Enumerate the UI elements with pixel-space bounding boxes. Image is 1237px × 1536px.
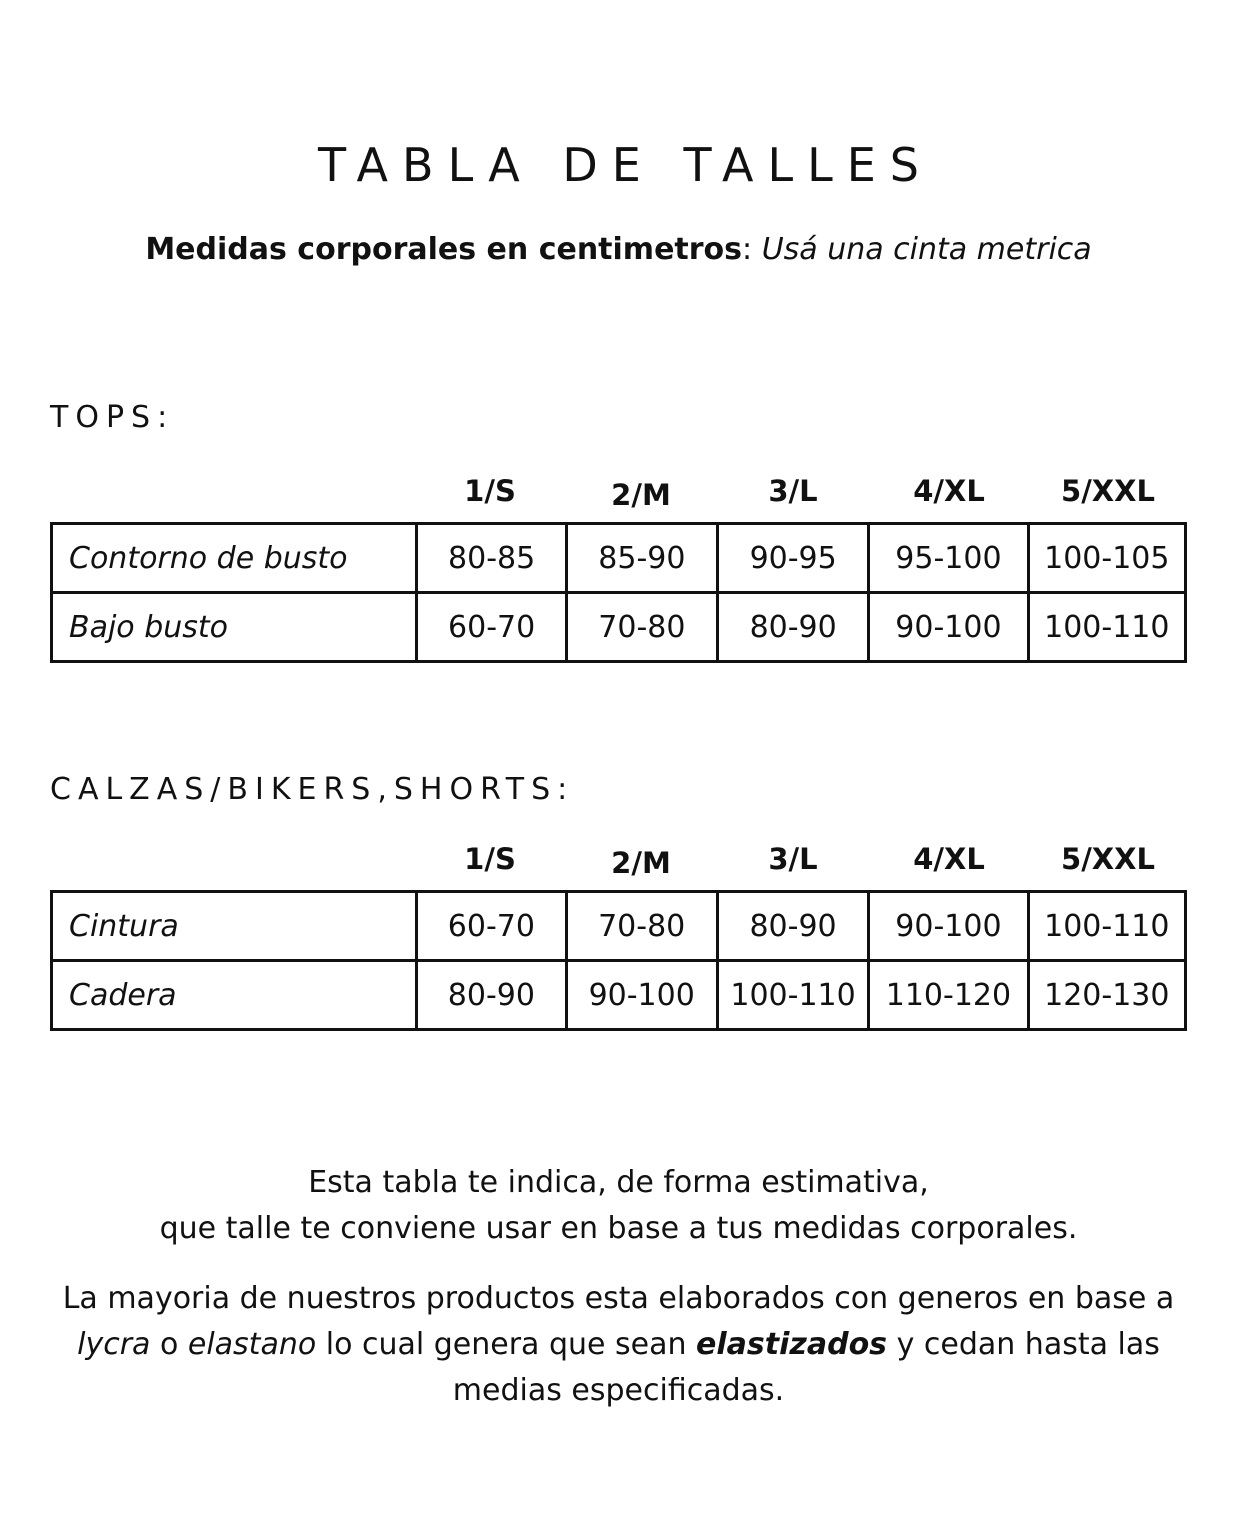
table-cell: 95-100 — [869, 524, 1028, 593]
tops-size-4: 4/XL — [913, 474, 985, 508]
calzas-section-label: CALZAS/BIKERS,SHORTS: — [50, 772, 575, 807]
row-label: Cadera — [52, 961, 417, 1030]
note-fabric-part4: y cedan hasta las medias especificadas. — [452, 1327, 1160, 1408]
table-cell: 80-90 — [718, 593, 869, 662]
note-fabric-part1: La mayoria de nuestros productos esta elaborados con generos en base a — [62, 1281, 1175, 1316]
table-cell: 100-110 — [717, 961, 868, 1030]
table-row — [52, 892, 1186, 961]
calzas-size-3: 3/L — [768, 842, 818, 876]
subtitle-bold: Medidas corporales en centimetros — [145, 232, 743, 267]
tops-size-3: 3/L — [768, 474, 818, 508]
calzas-table — [50, 890, 1187, 1031]
note-fabric-lycra: lycra — [77, 1327, 151, 1362]
tops-size-header — [50, 474, 1187, 518]
table-cell: 90-100 — [566, 961, 717, 1030]
table-cell: 120-130 — [1028, 961, 1185, 1030]
note-fabric-elastano: elastano — [187, 1327, 317, 1362]
table-cell: 80-90 — [717, 892, 868, 961]
table-cell: 85-90 — [566, 524, 717, 593]
table-row — [52, 593, 1186, 662]
row-label: Bajo busto — [52, 593, 417, 662]
tops-size-1: 1/S — [464, 474, 516, 508]
table-row — [52, 524, 1186, 593]
note-fabric-part3: lo cual genera que sean — [316, 1327, 697, 1362]
note-fabric-part2: o — [150, 1327, 188, 1362]
row-label: Cintura — [52, 892, 417, 961]
table-cell: 110-120 — [869, 961, 1028, 1030]
table-cell: 60-70 — [417, 892, 566, 961]
table-row — [52, 961, 1186, 1030]
table-cell: 100-110 — [1028, 593, 1185, 662]
tops-section-label: TOPS: — [50, 400, 175, 435]
table-cell: 80-90 — [417, 961, 566, 1030]
subtitle-separator: : — [742, 232, 762, 267]
table-cell: 90-100 — [869, 892, 1028, 961]
table-cell: 100-110 — [1028, 892, 1185, 961]
calzas-size-1: 1/S — [464, 842, 516, 876]
table-cell: 60-70 — [417, 593, 566, 662]
calzas-size-5: 5/XXL — [1061, 842, 1155, 876]
note-line-1: Esta tabla te indica, de forma estimativa, — [308, 1165, 929, 1200]
calzas-size-4: 4/XL — [913, 842, 985, 876]
page-subtitle — [0, 232, 1237, 267]
tops-size-5: 5/XXL — [1061, 474, 1155, 508]
tops-table — [50, 522, 1187, 663]
row-label: Contorno de busto — [52, 524, 417, 593]
subtitle-italic: Usá una cinta metrica — [761, 232, 1092, 267]
table-cell: 100-105 — [1028, 524, 1185, 593]
tops-size-2: 2/M — [611, 478, 671, 512]
calzas-size-header — [50, 842, 1187, 886]
table-cell: 80-85 — [417, 524, 566, 593]
note-estimate — [0, 1160, 1237, 1252]
table-cell: 90-95 — [718, 524, 869, 593]
note-fabric-elastizados: elastizados — [696, 1327, 888, 1362]
page-title: TABLA DE TALLES — [318, 138, 933, 192]
table-cell: 90-100 — [869, 593, 1028, 662]
table-cell: 70-80 — [566, 892, 717, 961]
note-fabric — [0, 1276, 1237, 1414]
note-line-2: que talle te conviene usar en base a tus medidas corporales. — [159, 1211, 1078, 1246]
calzas-size-2: 2/M — [611, 846, 671, 880]
table-cell: 70-80 — [566, 593, 717, 662]
